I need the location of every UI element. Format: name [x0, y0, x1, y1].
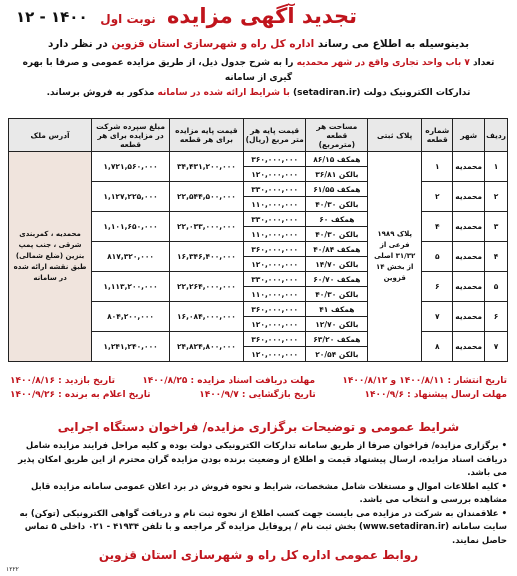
deposit-amount: ۸۰۴,۲۰۰,۰۰۰: [92, 302, 170, 332]
table-header-cell: شماره قطعه: [422, 119, 453, 152]
plot-cell: پلاک ۱۹۸۹ فرعی از ۳۱/۳۲ اصلی از بخش ۱۴ قزوین: [368, 152, 422, 362]
table-header-cell: پلاک ثبتی: [368, 119, 422, 152]
lots-table: [8, 118, 508, 362]
table-header-cell: مساحت هر قطعه (مترمربع): [306, 119, 368, 152]
title-text: تجدید آگهی مزایده: [167, 4, 357, 28]
area-balcony: بالکن ۴۰/۳۰: [306, 197, 368, 212]
table-header-cell: قیمت پایه مزایده برای هر قطعه: [169, 119, 243, 152]
city-cell: محمدیه: [453, 242, 485, 272]
price-ground: ۳۳۰,۰۰۰,۰۰۰: [243, 212, 306, 227]
area-balcony: بالکن ۴۰/۳۰: [306, 287, 368, 302]
lot-number: ۴: [422, 212, 453, 242]
dates-row-1: [10, 374, 507, 388]
area-balcony: بالکن ۳۶/۸۱: [306, 167, 368, 182]
base-price: ۱۶,۰۸۴,۰۰۰,۰۰۰: [169, 302, 243, 332]
area-balcony: بالکن ۱۲/۷۰: [306, 317, 368, 332]
area-balcony: بالکن ۴۰/۳۰: [306, 227, 368, 242]
area-ground: همکف ۶۱/۵۵: [306, 182, 368, 197]
city-cell: محمدیه: [453, 332, 485, 362]
rule-item: • علاقمندان به شرکت در مزایده می بایست جهت کسب اطلاع از نحوه ثبت نام و دریافت گواهی الکترونیکی (توکن) به سایت سامانه (www.setadiran.ir) بخش ثبت نام / پروفایل مزایده گر مراجعه و با تلفن ۴۱۹۳۴ - ۰۲۱ داخلی ۵ تماس حاصل نمایند.: [19, 508, 507, 546]
price-ground: ۳۶۰,۰۰۰,۰۰۰: [243, 152, 306, 167]
price-ground: ۳۶۰,۰۰۰,۰۰۰: [243, 302, 306, 317]
desc-count: ۷ باب واحد تجاری واقع در شهر محمدیه: [296, 58, 470, 68]
area-balcony: بالکن ۲۰/۵۴: [306, 347, 368, 362]
visit-date: تاریخ بازدید : ۱۴۰۰/۸/۱۶: [10, 376, 115, 386]
price-balcony: ۱۱۰,۰۰۰,۰۰۰: [243, 197, 306, 212]
base-price: ۱۶,۳۴۶,۴۰۰,۰۰۰: [169, 242, 243, 272]
price-ground: ۳۶۰,۰۰۰,۰۰۰: [243, 242, 306, 257]
rules-list: [10, 440, 507, 548]
publish-date: تاریخ انتشار : ۱۴۰۰/۸/۱۱ و ۱۴۰۰/۸/۱۲: [342, 376, 507, 386]
lot-number: ۷: [422, 302, 453, 332]
base-price: ۲۴,۸۲۴,۸۰۰,۰۰۰: [169, 332, 243, 362]
intro-line: [16, 38, 501, 50]
city-cell: محمدیه: [453, 302, 485, 332]
deposit-amount: ۱,۱۱۳,۲۰۰,۰۰۰: [92, 272, 170, 302]
corner-number: ۱۲۲۲: [6, 566, 19, 573]
area-ground: همکف ۶۳/۲۰: [306, 332, 368, 347]
lot-number: ۵: [422, 242, 453, 272]
deposit-amount: ۱,۲۴۱,۲۴۰,۰۰۰: [92, 332, 170, 362]
rules-title: شرایط عمومی و توضیحات برگزاری مزایده/ فراخوان دستگاه اجرایی: [57, 420, 460, 434]
row-number: ۷: [485, 332, 508, 362]
base-price: ۲۲,۲۶۴,۰۰۰,۰۰۰: [169, 272, 243, 302]
result-date: تاریخ اعلام به برنده : ۱۴۰۰/۹/۲۶: [10, 390, 151, 400]
dates-block: [10, 374, 507, 402]
desc-part1: تعداد: [473, 58, 495, 68]
title-suffix: نوبت اول: [100, 12, 156, 26]
price-balcony: ۱۲۰,۰۰۰,۰۰۰: [243, 317, 306, 332]
base-price: ۳۴,۴۳۱,۲۰۰,۰۰۰: [169, 152, 243, 182]
table-header-cell: مبلغ سپرده شرکت در مزایده برای هر قطعه: [92, 119, 170, 152]
city-cell: محمدیه: [453, 212, 485, 242]
footer-org: روابط عمومی اداره کل راه و شهرسازی استان قزوین: [98, 548, 419, 562]
base-price: ۲۲,۰۳۳,۰۰۰,۰۰۰: [169, 212, 243, 242]
lot-number: ۲: [422, 182, 453, 212]
deposit-amount: ۱,۷۲۱,۵۶۰,۰۰۰: [92, 152, 170, 182]
lot-number: ۸: [422, 332, 453, 362]
dates-row-2: [10, 388, 507, 402]
title-bar: [10, 4, 507, 32]
row-number: ۳: [485, 212, 508, 242]
notice-title: [100, 4, 357, 28]
price-balcony: ۱۲۰,۰۰۰,۰۰۰: [243, 347, 306, 362]
offer-deadline: مهلت ارسال پیشنهاد : ۱۴۰۰/۹/۶: [364, 390, 507, 400]
table-row: [9, 152, 508, 167]
price-ground: ۳۶۰,۰۰۰,۰۰۰: [243, 332, 306, 347]
table-header-cell: قیمت پایه هر متر مربع (ریال): [243, 119, 306, 152]
area-ground: همکف ۶۰: [306, 212, 368, 227]
rule-item: • کلیه اطلاعات اموال و مستغلات شامل مشخصات، شرایط و نحوه فروش در برد اعلان عمومی سامانه مزایده قابل مشاهده بررسی و انتخاب می باشد.: [30, 481, 507, 505]
table-header-row: [9, 119, 508, 152]
description: [10, 56, 507, 101]
price-balcony: ۱۲۰,۰۰۰,۰۰۰: [243, 257, 306, 272]
city-cell: محمدیه: [453, 272, 485, 302]
row-number: ۶: [485, 302, 508, 332]
area-ground: همکف ۸۶/۱۵: [306, 152, 368, 167]
city-cell: محمدیه: [453, 152, 485, 182]
notice-code: ۱۲ - ۱۴۰۰: [16, 8, 88, 26]
lot-number: ۶: [422, 272, 453, 302]
doc-deadline: مهلت دریافت اسناد مزایده : ۱۴۰۰/۸/۲۵: [142, 376, 316, 386]
opening-date: تاریخ بازگشایی : ۱۴۰۰/۹/۷: [199, 390, 316, 400]
row-number: ۲: [485, 182, 508, 212]
price-ground: ۳۳۰,۰۰۰,۰۰۰: [243, 182, 306, 197]
address-cell: محمدیه ، کمربندی شرقی ، جنب پمپ بنزین (ضلع شمالی) طبق نقشه ارائه شده در سامانه: [9, 152, 92, 362]
intro-org: اداره کل راه و شهرسازی استان قزوین: [111, 38, 315, 50]
row-number: ۱: [485, 152, 508, 182]
deposit-amount: ۱,۱۲۷,۲۲۵,۰۰۰: [92, 182, 170, 212]
area-ground: همکف ۴۱: [306, 302, 368, 317]
price-balcony: ۱۲۰,۰۰۰,۰۰۰: [243, 167, 306, 182]
base-price: ۲۲,۵۴۴,۵۰۰,۰۰۰: [169, 182, 243, 212]
rule-item: • برگزاری مزایده/ فراخوان صرفا از طریق سامانه تدارکات الکترونیکی دولت بوده و کلیه مراحل فرایند مزایده شامل دریافت اسناد مزایده، ارسال پیشنهاد قیمت و اطلاع از وضعیت برنده بودن مزایده گران محترم از این طریق امکان پذیر می باشد.: [18, 441, 507, 478]
price-balcony: ۱۱۰,۰۰۰,۰۰۰: [243, 227, 306, 242]
price-balcony: ۱۱۰,۰۰۰,۰۰۰: [243, 287, 306, 302]
area-ground: همکف ۴۰/۸۴: [306, 242, 368, 257]
table-header-cell: ردیف: [485, 119, 508, 152]
area-balcony: بالکن ۱۴/۷۰: [306, 257, 368, 272]
table-header-cell: شهر: [453, 119, 485, 152]
deposit-amount: ۱,۱۰۱,۶۵۰,۰۰۰: [92, 212, 170, 242]
price-ground: ۳۳۰,۰۰۰,۰۰۰: [243, 272, 306, 287]
intro-suffix: در نظر دارد: [47, 38, 108, 50]
city-cell: محمدیه: [453, 182, 485, 212]
desc-part3: تدارکات الکترونیک دولت (setadiran.ir): [293, 88, 471, 98]
table-body: [9, 152, 508, 362]
desc-part5: مذکور به فروش برساند.: [46, 88, 155, 98]
deposit-amount: ۸۱۷,۳۲۰,۰۰۰: [92, 242, 170, 272]
desc-part2: را به شرح جدول ذیل، از طریق مزایده عمومی و صرفا با بهره گیری از سامانه: [22, 58, 294, 83]
row-number: ۴: [485, 242, 508, 272]
desc-part4: با شرایط ارائه شده در سامانه: [157, 88, 290, 98]
lot-number: ۱: [422, 152, 453, 182]
row-number: ۵: [485, 272, 508, 302]
table-header-cell: آدرس ملک: [9, 119, 92, 152]
intro-prefix: بدینوسیله به اطلاع می رساند: [317, 38, 470, 50]
area-ground: همکف ۶۰/۷۰: [306, 272, 368, 287]
